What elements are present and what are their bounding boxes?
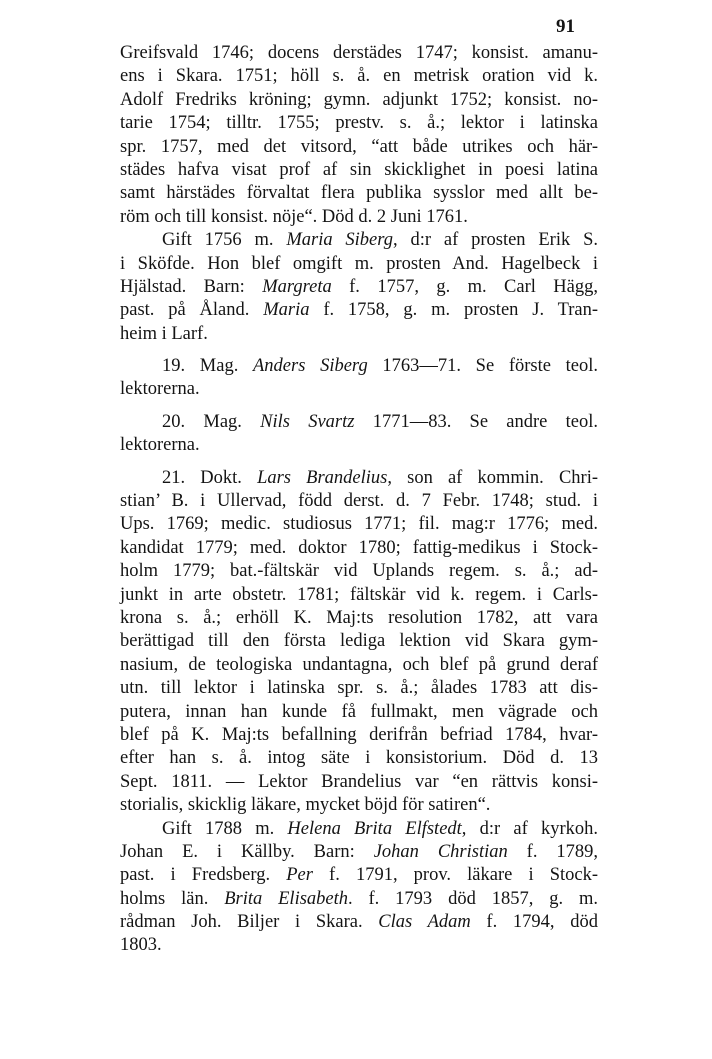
text-segment: Hjälstad. Barn: [120, 276, 263, 297]
italic-name: Per [286, 865, 313, 886]
text-line [120, 206, 598, 229]
text-segment: nasium, de teologiska undantagna, och blef på grund deraf [120, 654, 598, 675]
italic-name: Johan Christian [373, 841, 508, 862]
text-line [120, 434, 598, 457]
italic-name: Lars Brandelius [257, 467, 388, 488]
text-segment: past. på Åland. [120, 300, 264, 321]
text-segment: Greifsvald 1746; docens derstädes 1747; konsist. amanu- [120, 43, 598, 63]
text-line [120, 323, 598, 346]
text-line [120, 513, 598, 536]
text-segment: 1771—83. Se andre teol. [354, 411, 598, 432]
text-segment: putera, innan han kunde få fullmakt, men vägrade och [120, 701, 598, 722]
text-line [120, 89, 598, 112]
text-segment: 20. Mag. [162, 411, 261, 432]
body-text [120, 42, 598, 958]
text-segment: Ups. 1769; medic. studiosus 1771; fil. mag:r 1776; med. [120, 514, 598, 535]
text-line [120, 630, 598, 653]
text-segment: blef på K. Maj:ts befallning derifrån befriad 1784, hvar- [120, 724, 598, 745]
text-line [120, 701, 598, 724]
text-line [120, 253, 598, 276]
text-line [120, 378, 598, 401]
text-line [120, 229, 598, 252]
text-line [120, 490, 598, 513]
text-segment: samt härstädes förvaltat flera publika sysslor med allt be- [120, 183, 598, 204]
text-segment: Gift 1756 m. [162, 230, 287, 251]
text-line [120, 411, 598, 434]
text-segment: lektorerna. [120, 379, 200, 400]
text-segment: Gift 1788 m. [162, 818, 288, 839]
text-segment: 1803. [120, 935, 162, 956]
text-segment: holms län. [120, 888, 225, 909]
text-line [120, 654, 598, 677]
text-segment: Sept. 1811. — Lektor Brandelius var “en rättvis konsi- [120, 771, 598, 792]
text-segment: , d:r af kyrkoh. [461, 818, 598, 839]
italic-name: Maria [263, 300, 310, 321]
text-segment: 1763—71. Se förste teol. [367, 356, 598, 377]
italic-name: Maria Siberg [286, 230, 394, 251]
italic-name: Helena Brita Elfstedt [287, 818, 462, 839]
text-line [120, 888, 598, 911]
text-line [120, 136, 598, 159]
text-segment: 19. Mag. [162, 356, 253, 377]
text-segment: utn. till lektor i latinska spr. s. å.; ålades 1783 att dis- [120, 678, 598, 699]
text-segment: , son af kommin. Chri- [387, 467, 598, 488]
text-segment: f. 1757, g. m. Carl Hägg, [331, 276, 598, 297]
text-segment: Johan E. i Källby. Barn: [120, 841, 374, 862]
text-segment: ens i Skara. 1751; höll s. å. en metrisk oration vid k. [120, 66, 598, 87]
text-line [120, 771, 598, 794]
text-segment: spr. 1757, med det vitsord, “att både utrikes och här- [120, 136, 598, 157]
page-number: 91 [556, 16, 575, 37]
text-segment: past. i Fredsberg. [120, 865, 287, 886]
text-segment: 21. Dokt. [162, 467, 258, 488]
text-segment: holm 1779; bat.-fältskär vid Uplands regem. s. å.; ad- [120, 561, 598, 582]
text-line [120, 537, 598, 560]
text-line [120, 724, 598, 747]
italic-name: Brita Elisabeth [224, 888, 349, 909]
text-line [120, 818, 598, 841]
text-segment: f. 1794, död [470, 912, 598, 933]
paragraph-gap [120, 346, 598, 355]
text-segment: efter han s. å. intog säte i konsistorium. Död d. 13 [120, 748, 598, 769]
text-segment: Adolf Fredriks kröning; gymn. adjunkt 1752; konsist. no- [120, 89, 598, 110]
text-line [120, 182, 598, 205]
text-line [120, 607, 598, 630]
text-line [120, 911, 598, 934]
text-segment: junkt in arte obstetr. 1781; fältskär vid k. regem. i Carls- [120, 584, 598, 605]
text-line [120, 560, 598, 583]
text-line [120, 747, 598, 770]
text-line [120, 112, 598, 135]
paragraph-gap [120, 402, 598, 411]
text-line [120, 934, 598, 957]
text-segment: lektorerna. [120, 435, 200, 456]
text-line [120, 42, 598, 65]
italic-name: Margreta [262, 276, 332, 297]
italic-name: Anders Siberg [253, 356, 368, 377]
text-segment: storialis, skicklig läkare, mycket böjd för satiren“. [120, 795, 491, 816]
text-segment: städes hafva visat prof af sin skicklighet in poesi latina [120, 159, 598, 180]
text-segment: röm och till konsist. nöje“. Död d. 2 Juni 1761. [120, 206, 468, 227]
text-line [120, 159, 598, 182]
text-segment: kandidat 1779; med. doktor 1780; fattig-medikus i Stock- [120, 537, 598, 558]
text-segment: f. 1758, g. m. prosten J. Tran- [309, 300, 598, 321]
text-line [120, 841, 598, 864]
text-segment: i Sköfde. Hon blef omgift m. prosten And. Hagelbeck i [120, 253, 598, 274]
text-segment: . f. 1793 död 1857, g. m. [348, 888, 598, 909]
text-line [120, 794, 598, 817]
text-segment: , d:r af prosten Erik S. [393, 230, 598, 251]
text-segment: krona s. å.; erhöll K. Maj:ts resolution 1782, att vara [120, 607, 598, 628]
italic-name: Clas Adam [378, 912, 471, 933]
text-line [120, 467, 598, 490]
text-segment: tarie 1754; tilltr. 1755; prestv. s. å.; lektor i latinska [120, 113, 598, 134]
text-segment: heim i Larf. [120, 323, 208, 344]
text-line [120, 65, 598, 88]
text-line [120, 355, 598, 378]
text-line [120, 299, 598, 322]
text-segment: berättigad till den första lediga lektion vid Skara gym- [120, 631, 598, 652]
text-segment: stian’ B. i Ullervad, född derst. d. 7 Febr. 1748; stud. i [120, 491, 598, 512]
text-line [120, 864, 598, 887]
text-segment: rådman Joh. Biljer i Skara. [120, 912, 379, 933]
text-segment: f. 1791, prov. läkare i Stock- [312, 865, 598, 886]
text-segment: f. 1789, [507, 841, 598, 862]
text-line [120, 677, 598, 700]
italic-name: Nils Svartz [260, 411, 355, 432]
paragraph-gap [120, 458, 598, 467]
text-line [120, 584, 598, 607]
text-line [120, 276, 598, 299]
